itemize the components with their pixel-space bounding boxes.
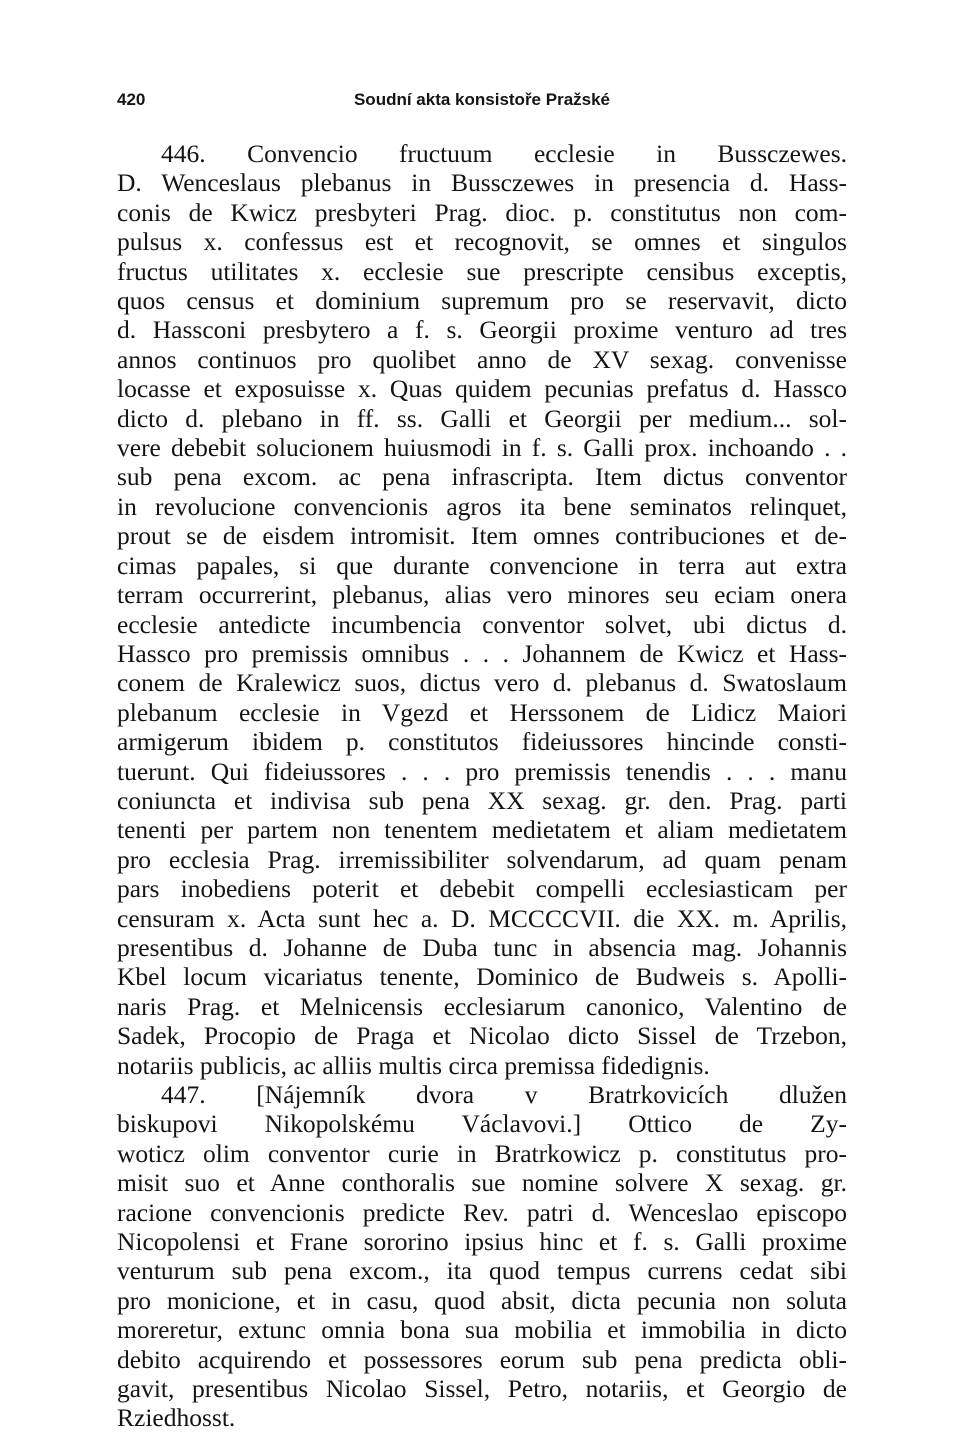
text-line: annos continuos pro quolibet anno de XV sexag. convenisse — [117, 344, 847, 374]
text-line: censuram x. Acta sunt hec a. D. MCCCCVII. die XX. m. Aprilis, — [117, 903, 847, 933]
text-line: D. Wenceslaus plebanus in Bussczewes in presencia d. Hass- — [117, 168, 847, 198]
text-line: fructus utilitates x. ecclesie sue prescripte censibus exceptis, — [117, 256, 847, 286]
text-line: ecclesie antedicte incumbencia conventor solvet, ubi dictus d. — [117, 609, 847, 639]
text-line: dicto d. plebano in ff. ss. Galli et Georgii per medium... sol- — [117, 403, 847, 433]
text-line: in revolucione convencionis agros ita bene seminatos relinquet, — [117, 491, 847, 521]
text-line: debito acquirendo et possessores eorum sub pena predicta obli- — [117, 1344, 847, 1374]
text-line: quos census et dominium supremum pro se reservavit, dicto — [117, 286, 847, 316]
text-line: Kbel locum vicariatus tenente, Dominico de Budweis s. Apolli- — [117, 962, 847, 992]
text-line: vere debebit solucionem huiusmodi in f. s. Galli prox. inchoando . . — [117, 433, 847, 463]
text-line: pro ecclesia Prag. irremissibiliter solvendarum, ad quam penam — [117, 844, 847, 874]
text-line: moreretur, extunc omnia bona sua mobilia et immobilia in dicto — [117, 1315, 847, 1345]
text-line: d. Hassconi presbytero a f. s. Georgii proxime venturo ad tres — [117, 315, 847, 345]
text-line: coniuncta et indivisa sub pena XX sexag. gr. den. Prag. parti — [117, 785, 847, 815]
text-line: cimas papales, si que durante convencione in terra aut extra — [117, 550, 847, 580]
text-line: pars inobediens poterit et debebit compelli ecclesiasticam per — [117, 874, 847, 904]
page-number: 420 — [117, 90, 146, 109]
text-line: biskupovi Nikopolskému Václavovi.] Ottico de Zy- — [117, 1109, 847, 1139]
entry-447-heading-line: 447. [Nájemník dvora v Bratrkovicích dlužen — [161, 1080, 847, 1109]
body-text — [117, 139, 847, 1433]
text-line: conis de Kwicz presbyteri Prag. dioc. p. constitutus non com- — [117, 197, 847, 227]
text-line: racione convencionis predicte Rev. patri d. Wenceslao episcopo — [117, 1197, 847, 1227]
running-header — [117, 90, 847, 114]
text-line: Sadek, Procopio de Praga et Nicolao dicto Sissel de Trzebon, — [117, 1021, 847, 1051]
text-line: venturum sub pena excom., ita quod tempus currens cedat sibi — [117, 1256, 847, 1286]
text-line: woticz olim conventor curie in Bratrkowicz p. constitutus pro- — [117, 1138, 847, 1168]
text-line: pro monicione, et in casu, quod absit, dicta pecunia non soluta — [117, 1285, 847, 1315]
text-line: notariis publicis, ac alliis multis circa premissa fidedignis. — [117, 1050, 710, 1080]
text-line: plebanum ecclesie in Vgezd et Herssonem de Lidicz Maiori — [117, 697, 847, 727]
text-line: tenenti per partem non tenentem medietatem et aliam medietatem — [117, 815, 847, 845]
text-line: sub pena excom. ac pena infrascripta. Item dictus conventor — [117, 462, 847, 492]
running-title: Soudní akta konsistoře Pražské — [353, 90, 611, 109]
text-line: Hassco pro premissis omnibus . . . Johannem de Kwicz et Hass- — [117, 638, 847, 668]
text-line: gavit, presentibus Nicolao Sissel, Petro, notariis, et Georgio de — [117, 1374, 847, 1404]
text-line: locasse et exposuisse x. Quas quidem pecunias prefatus d. Hassco — [117, 374, 847, 404]
text-line: armigerum ibidem p. constitutos fideiussores hincinde consti- — [117, 727, 847, 757]
text-line: conem de Kralewicz suos, dictus vero d. plebanus d. Swatoslaum — [117, 668, 847, 698]
text-line: prout se de eisdem intromisit. Item omnes contribuciones et de- — [117, 521, 847, 551]
text-line: misit suo et Anne conthoralis sue nomine solvere X sexag. gr. — [117, 1168, 847, 1198]
text-line: pulsus x. confessus est et recognovit, se omnes et singulos — [117, 227, 847, 257]
text-line: Nicopolensi et Frane sororino ipsius hinc et f. s. Galli proxime — [117, 1227, 847, 1257]
text-line: naris Prag. et Melnicensis ecclesiarum canonico, Valentino de — [117, 991, 847, 1021]
text-line: terram occurrerint, plebanus, alias vero minores seu eciam onera — [117, 580, 847, 610]
text-line: presentibus d. Johanne de Duba tunc in absencia mag. Johannis — [117, 932, 847, 962]
text-line: Rziedhosst. — [117, 1403, 236, 1433]
entry-446-heading-line: 446. Convencio fructuum ecclesie in Bussczewes. — [161, 139, 847, 168]
text-line: tuerunt. Qui fideiussores . . . pro premissis tenendis . . . manu — [117, 756, 847, 786]
